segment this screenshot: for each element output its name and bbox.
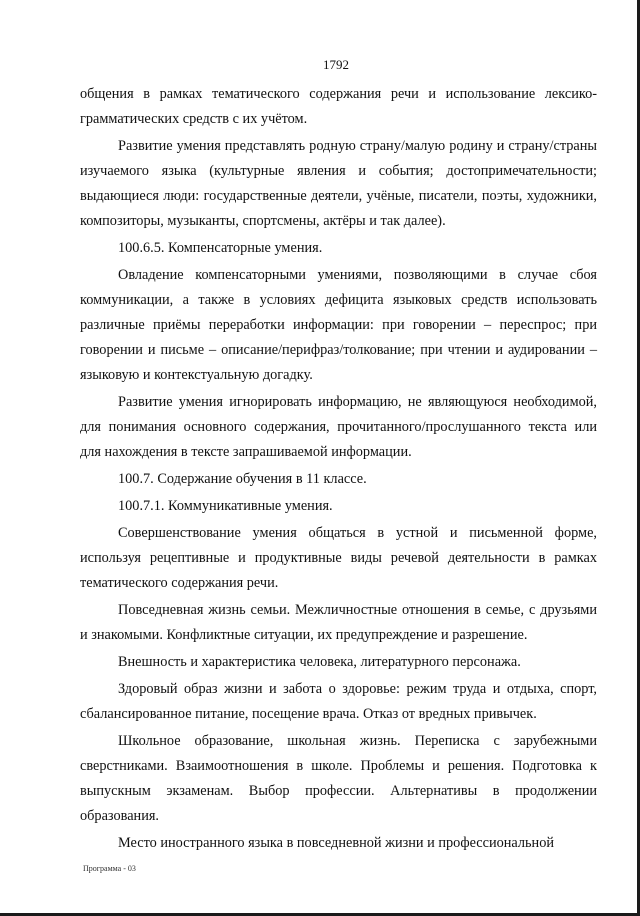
paragraph-ignore-information: Развитие умения игнорировать информацию, не являющуюся необходимой, для понимания основного содержания, прочитанного/прослушанного текста или для нахождения в тексте запрашиваемой информации.	[80, 394, 597, 460]
page-number: 1792	[323, 57, 349, 72]
paragraph-country-presentation: Развитие умения представлять родную страну/малую родину и страну/страны изучаемого языка (культурные явления и события; достопримечательности; выдающиеся люди: государственные деятели, учёные, писатели, поэты, художники, композиторы, музыканты, спортсмены, актёры и так далее).	[80, 138, 597, 229]
section-heading-communicative: 100.7.1. Коммуникативные умения.	[118, 498, 333, 514]
paragraph-family-life: Повседневная жизнь семьи. Межличностные отношения в семье, с друзьями и знакомыми. Конфликтные ситуации, их предупреждение и разрешение.	[80, 602, 597, 643]
paragraph-appearance: Внешность и характеристика человека, литературного персонажа.	[118, 654, 521, 670]
document-body	[80, 82, 597, 856]
paragraph-compensatory-skills: Овладение компенсаторными умениями, позволяющими в случае сбоя коммуникации, а также в условиях дефицита языковых средств использовать различные приёмы переработки информации: при говорении – переспрос; при говорении и письме – описание/перифраз/толкование; при чтении и аудировании – языковую и контекстуальную догадку.	[80, 267, 597, 383]
paragraph-foreign-language: Место иностранного языка в повседневной жизни и профессиональной	[118, 835, 555, 851]
section-heading-grade-11: 100.7. Содержание обучения в 11 классе.	[118, 471, 367, 487]
section-heading-compensatory: 100.6.5. Компенсаторные умения.	[118, 240, 323, 256]
paragraph-healthy-lifestyle: Здоровый образ жизни и забота о здоровье: режим труда и отдыха, спорт, сбалансированное питание, посещение врача. Отказ от вредных привычек.	[80, 681, 597, 722]
page-footer: Программа - 03	[83, 864, 136, 873]
paragraph-school-education: Школьное образование, школьная жизнь. Переписка с зарубежными сверстниками. Взаимоотношения в школе. Проблемы и решения. Подготовка к выпускным экзаменам. Выбор профессии. Альтернативы в продолжении образования.	[80, 733, 597, 824]
paragraph-continuation: общения в рамках тематического содержания речи и использование лексико-грамматических средств с их учётом.	[80, 86, 597, 127]
paragraph-communication-improvement: Совершенствование умения общаться в устной и письменной форме, используя рецептивные и продуктивные виды речевой деятельности в рамках тематического содержания речи.	[80, 525, 597, 591]
